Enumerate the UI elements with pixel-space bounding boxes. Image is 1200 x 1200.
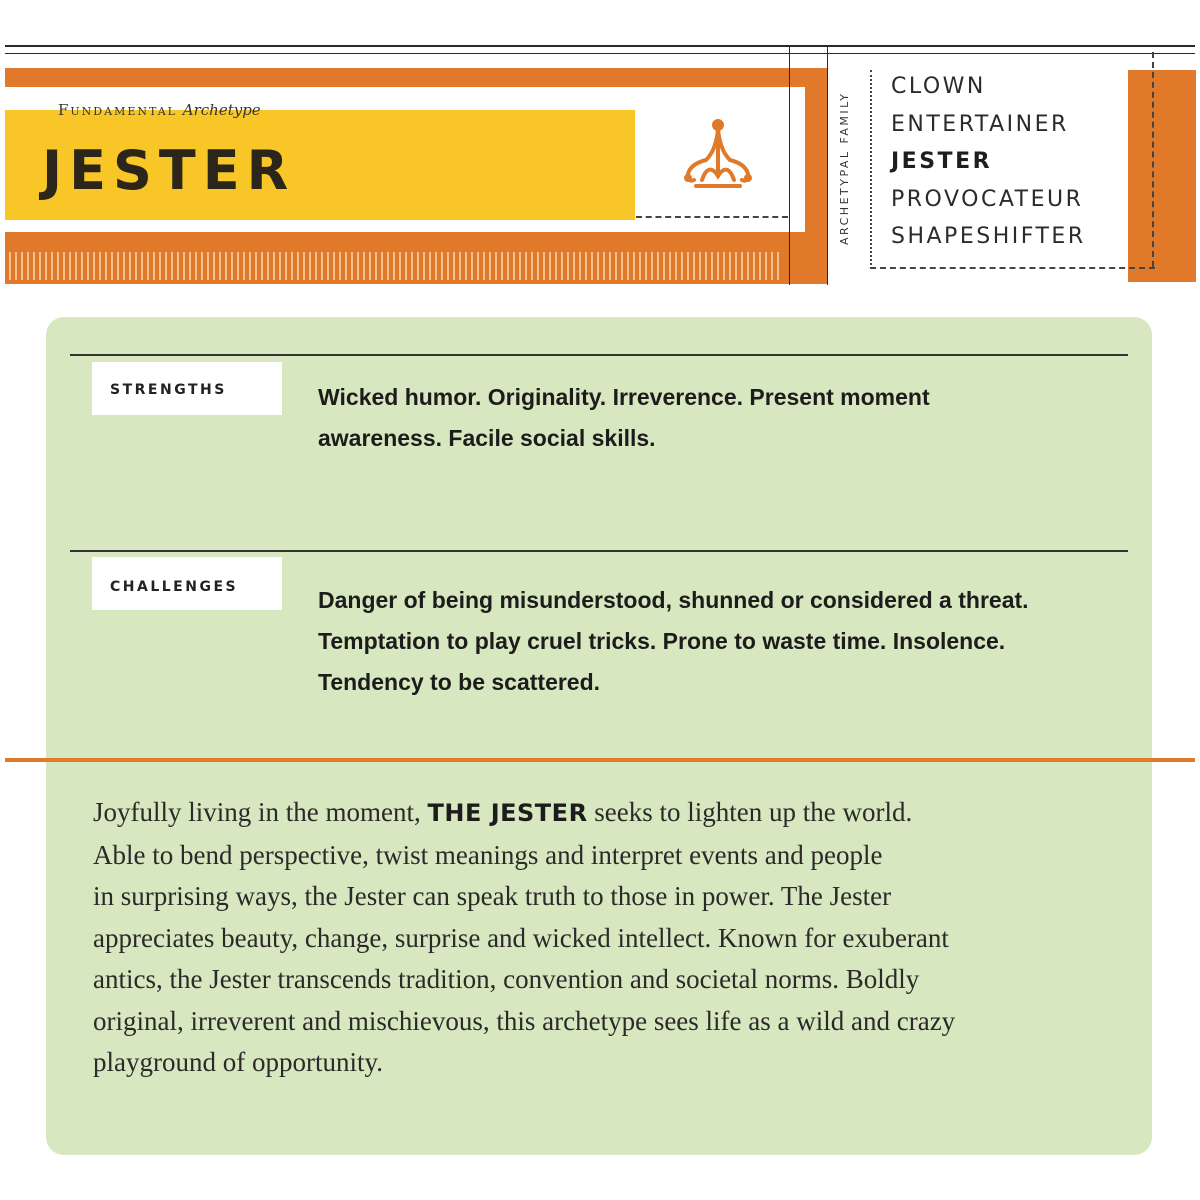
family-item-provocateur: PROVOCATEUR	[891, 186, 1084, 212]
description-line: playground of opportunity.	[93, 1047, 383, 1077]
category-italic: Archetype	[182, 101, 261, 119]
challenges-tag: CHALLENGES	[92, 557, 282, 610]
family-orange-band	[1128, 70, 1196, 282]
section-divider	[5, 758, 1195, 762]
family-section-label: ARCHETYPAL FAMILY	[838, 91, 851, 245]
strengths-line: Wicked humor. Originality. Irreverence. Present moment	[318, 384, 930, 410]
description-intro: Joyfully living in the moment,	[93, 797, 421, 827]
header-stripe	[5, 252, 780, 280]
family-list	[891, 70, 1086, 258]
top-rule-thin	[5, 53, 1195, 54]
challenges-line: Tendency to be scattered.	[318, 669, 601, 695]
description-line	[93, 792, 1123, 835]
category-smallcaps: Fundamental	[58, 101, 177, 119]
strengths-tag: STRENGTHS	[92, 362, 282, 415]
family-item-jester: JESTER	[891, 149, 993, 174]
jester-hat-icon	[682, 116, 754, 196]
page-title: JESTER	[42, 139, 296, 202]
family-item-shapeshifter: SHAPESHIFTER	[891, 224, 1086, 249]
challenges-line: Danger of being misunderstood, shunned or considered a threat.	[318, 587, 1029, 613]
family-dashed-border	[1152, 52, 1154, 267]
strengths-text	[318, 377, 1078, 459]
description-line: Able to bend perspective, twist meanings and interpret events and people	[93, 839, 883, 870]
description-line: original, irreverent and mischievous, this archetype sees life as a wild and crazy	[93, 1005, 956, 1036]
header-divider	[827, 45, 828, 285]
strengths-rule	[70, 354, 1128, 356]
family-item-entertainer: ENTERTAINER	[891, 111, 1069, 137]
description-lead: THE JESTER	[427, 799, 588, 827]
family-dotted-rule	[870, 70, 872, 265]
description-line: in surprising ways, the Jester can speak truth to those in power. The Jester	[93, 881, 892, 911]
description-intro-end: seeks to lighten up the world.	[594, 797, 913, 827]
header-dashed-rule	[636, 216, 788, 218]
strengths-line: awareness. Facile social skills.	[318, 425, 656, 451]
challenges-rule	[70, 550, 1128, 552]
top-rule	[5, 45, 1195, 47]
challenges-text	[318, 580, 1138, 703]
challenges-line: Temptation to play cruel tricks. Prone to waste time. Insolence.	[318, 628, 1006, 654]
description-line: appreciates beauty, change, surprise and wicked intellect. Known for exuberant	[93, 922, 949, 953]
archetype-category-label	[58, 101, 261, 119]
header-divider	[789, 45, 790, 285]
description-line: antics, the Jester transcends tradition, convention and societal norms. Boldly	[93, 964, 920, 994]
family-dashed-border	[870, 267, 1155, 269]
family-item-clown: CLOWN	[891, 74, 986, 99]
description-paragraph	[93, 792, 1123, 1084]
